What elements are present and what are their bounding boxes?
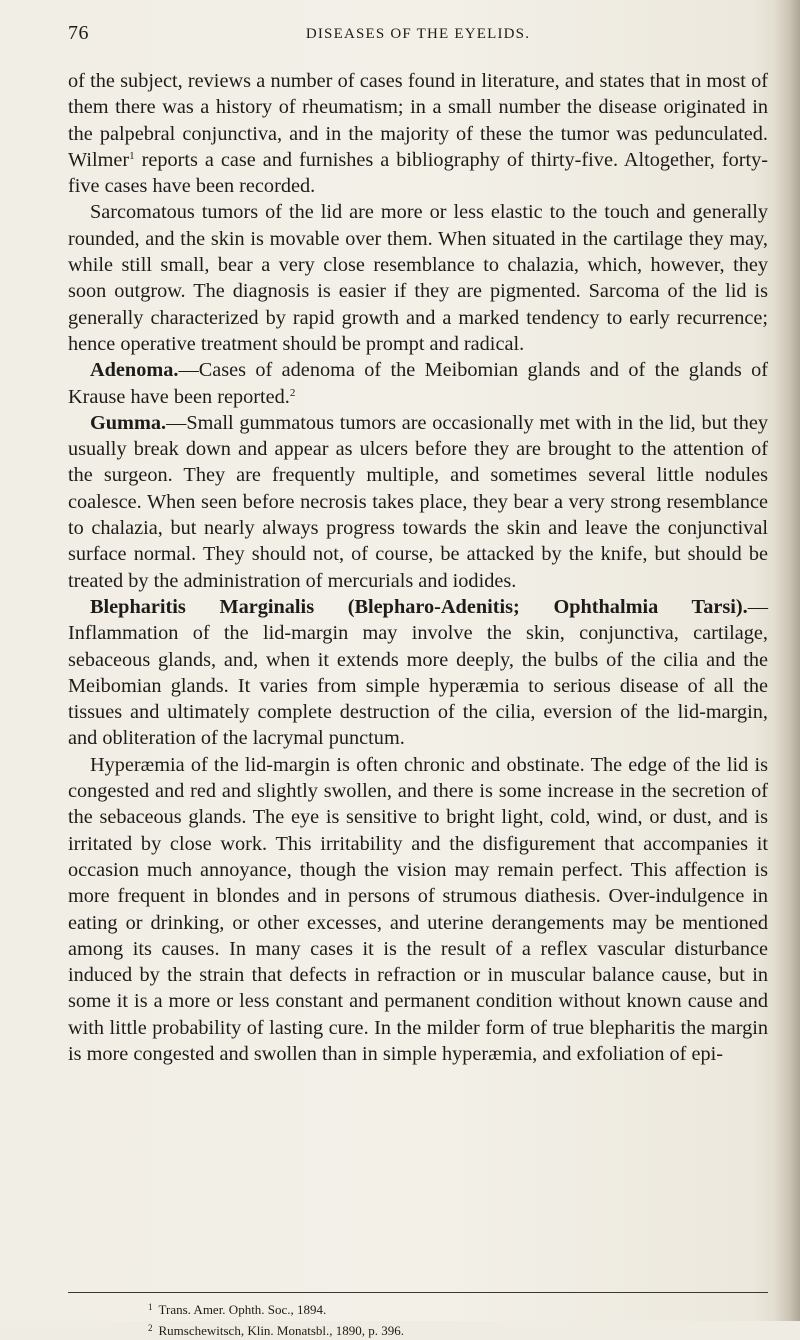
section-heading: Gumma. <box>90 411 167 434</box>
footnote-divider <box>68 1292 768 1293</box>
page-edge-shadow <box>774 0 800 1321</box>
section-blepharitis <box>68 594 768 752</box>
section-heading: Blepharitis Marginalis (Blepharo-Adenitis; Ophthalmia Tarsi). <box>90 595 748 618</box>
section-heading: Adenoma. <box>90 359 179 382</box>
section-text: —Small gummatous tumors are occasionally met with in the lid, but they usually break down and appear as ulcers before they are brought to the attention of the surgeon. They are frequently multiple, and sometimes several little nodules coalesce. When seen before necrosis takes place, they bear a very strong resemblance to chalazia, but nearly always progress towards the skin and leave the conjunctival surface normal. They should not, of course, be attacked by the knife, but should be treated by the administration of mercurials and iodides. <box>68 411 768 592</box>
running-head: DISEASES OF THE EYELIDS. <box>305 26 531 42</box>
paragraph-sarcoma: Sarcomatous tumors of the lid are more or less elastic to the touch and generally rounded, and the skin is movable over them. When situated in the cartilage they may, while still small, bear a very close resemblance to chalazia, which, however, they soon outgrow. The diagnosis is easier if they are pigmented. Sarcoma of the lid is generally characterized by rapid growth and a marked tendency to early recurrence; hence operative treatment should be prompt and radical. <box>68 201 768 355</box>
section-adenoma <box>68 357 768 410</box>
body-text <box>68 68 768 1067</box>
footnote-mark: 1 <box>148 1302 153 1312</box>
page-number: 76 <box>68 22 89 44</box>
footnote-ref: 1 <box>129 149 135 162</box>
footnote-text: Rumschewitsch, Klin. Monatsbl., 1890, p. 396. <box>158 1323 405 1338</box>
footnote <box>148 1298 748 1319</box>
paragraph-text: reports a case and furnishes a bibliography of thirty-five. Altogether, forty-five cases have been recorded. <box>68 148 768 198</box>
page-header <box>68 22 768 52</box>
footnote-mark: 2 <box>148 1323 153 1333</box>
section-text: — Inflammation of the lid-margin may involve the skin, conjunctiva, cartilage, sebaceous glands, and, when it extends more deeply, the bulbs of the cilia and the Meibomian glands. It varies from simple hyperæmia to serious disease of all the tissues and ultimately complete destruction of the cilia, eversion of the lid-margin, and obliteration of the lacrymal punctum. <box>68 595 768 750</box>
footnote-ref: 2 <box>289 386 296 399</box>
paragraph-text: of the subject, reviews a number of cases found in literature, and states that in most of them there was a history of rheumatism; in a small number the disease originated in the palpebral conjunctiva, and in the majority of these the tumor was pedunculated. Wilmer <box>68 70 768 171</box>
footnote <box>148 1319 748 1340</box>
section-gumma <box>68 410 768 594</box>
paragraph-continuation <box>68 68 768 199</box>
footnote-text: Trans. Amer. Ophth. Soc., 1894. <box>158 1302 327 1317</box>
section-text: —Cases of adenoma of the Meibomian glands and of the glands of Krause have been reported. <box>68 359 768 408</box>
paragraph-hyperaemia: Hyperæmia of the lid-margin is often chronic and obstinate. The edge of the lid is congested and red and slightly swollen, and there is some increase in the secretion of the sebaceous glands. The eye is sensitive to bright light, cold, wind, or dust, and is irritated by close work. This irritability and the disfigurement that accompanies it occasion much annoyance, though the vision may remain perfect. This affection is more frequent in blondes and in persons of strumous diathesis. Over-indulgence in eating or drinking, or other excesses, and uterine derangements may be mentioned among its causes. In many cases it is the result of a reflex vascular disturbance induced by the strain that defects in refraction or in muscular balance cause, but in some it is a more or less constant and permanent condition without known cause and with little probability of lasting cure. In the milder form of true blepharitis the margin is more congested and swollen than in simple hyperæmia, and exfoliation of epi- <box>68 753 768 1065</box>
footnotes <box>148 1298 748 1340</box>
